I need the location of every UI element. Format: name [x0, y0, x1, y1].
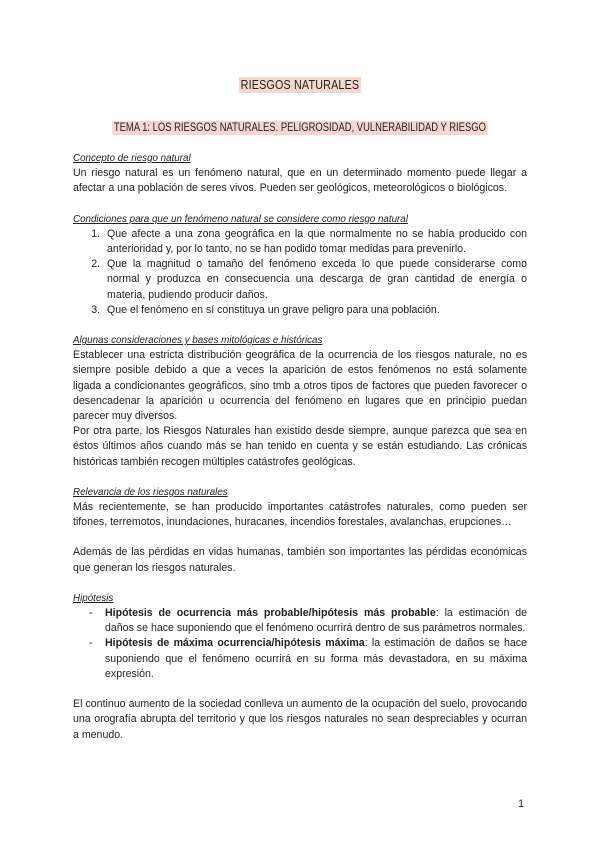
paragraph-closing: El continuo aumento de la sociedad conlleva un aumento de la ocupación del suelo, provocando una orografía abrupta del territorio y que los riesgos naturales no sean despreciables y ocurran a menudo.: [73, 698, 527, 741]
list-item: [105, 636, 527, 682]
heading-relevancia: Relevancia de los riesgos naturales: [73, 486, 228, 498]
document-title: RIESGOS NATURALES: [240, 78, 360, 92]
list-hipotesis: [73, 606, 527, 682]
heading-hipotesis: Hipótesis: [73, 592, 114, 604]
document-subtitle-wrap: [0, 118, 600, 136]
heading-concepto: Concepto de riesgo natural: [73, 153, 191, 164]
hipotesis-definition: : la estimación de daños se hace suponiendo que el fenómeno ocurrirá dentro de sus parámetros normales.: [105, 607, 527, 635]
section-concepto: [73, 151, 527, 743]
hipotesis-term: Hipótesis de máxima ocurrencia/hipótesis máxima: [105, 637, 365, 650]
heading-condiciones: Condiciones para que un fenómeno natural se considere como riesgo natural: [73, 213, 408, 225]
paragraph-relevancia-1: Más recientemente, se han producido importantes catástrofes naturales, como pueden ser tifones, terremotos, inundaciones, huracanes, incendios forestales, avalanchas, erupciones…: [73, 501, 527, 529]
paragraph-consideraciones-2: Por otra parte, los Riesgos Naturales han existido desde siempre, aunque parezca que sea en éstos últimos años cuando más se han tenido en cuenta y se están estudiando. Las crónicas históricas también recogen múltiples catástrofes geológicas.: [73, 425, 527, 468]
list-item: [105, 606, 527, 636]
page-number: 1: [518, 798, 524, 810]
paragraph-relevancia-2: Además de las pérdidas en vidas humanas, también son importantes las pérdidas económicas que generan los riesgos naturales.: [73, 546, 527, 574]
hipotesis-definition: : la estimación de daños se hace suponiendo que el fenómeno ocurrirá en su forma más devastadora, en su máxima expresión.: [105, 637, 527, 680]
hipotesis-term: Hipótesis de ocurrencia más probable/hipótesis más probable: [105, 607, 436, 620]
list-item: 3. Que el fenómeno en sí constituya un grave peligro para una población.: [103, 303, 527, 318]
paragraph-consideraciones-1: Establecer una estricta distribución geográfica de la ocurrencia de los riesgos naturale, no es siempre posible debido a que a veces la aparición de estos fenómenos no está solamente ligada a condicionantes geográficos, sino tmb a otros tipos de factores que pueden favorecer o desencadenar la aparición u ocurrencia del fenómeno en lugares que en principio puedan parecer muy diversos.: [73, 349, 527, 423]
list-item: 2. Que la magnitud o tamaño del fenómeno exceda lo que puede considerarse como normal y produzca en consecuencia una descarga de gran cantidad de energía o materia, pudiendo producir daños.: [103, 257, 527, 303]
heading-consideraciones: Algunas consideraciones y bases mitológicas e históricas: [73, 335, 323, 347]
document-title-wrap: [0, 76, 600, 94]
list-condiciones: [73, 227, 527, 318]
document-subtitle: TEMA 1: LOS RIESGOS NATURALES. PELIGROSIDAD, VULNERABILIDAD Y RIESGO: [113, 122, 487, 134]
list-item: 1. Que afecte a una zona geográfica en la que normalmente no se había producido con anterioridad y, por lo tanto, no se han podido tomar medidas para prevenirlo.: [103, 227, 527, 257]
paragraph-concepto: Un riesgo natural es un fenómeno natural, que en un determinado momento puede llegar a afectar a una población de seres vivos. Pueden ser geológicos, meteorológicos o biológicos.: [73, 167, 527, 195]
